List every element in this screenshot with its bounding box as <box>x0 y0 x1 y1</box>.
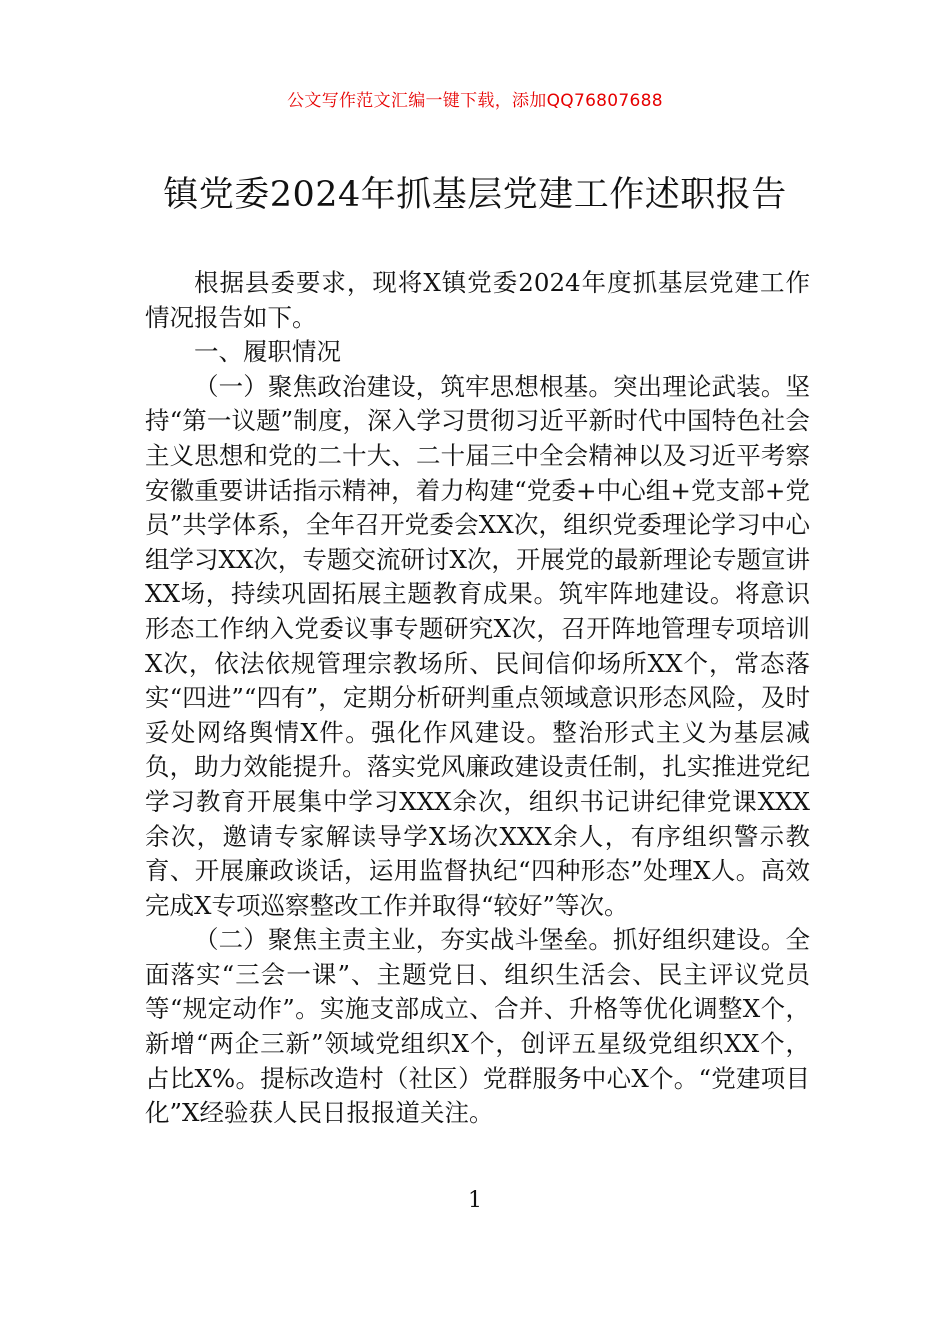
document-body <box>145 266 810 1131</box>
download-notice: 公文写作范文汇编一键下载，添加QQ76807688 <box>287 91 663 111</box>
body-paragraph: （一）聚焦政治建设，筑牢思想根基。突出理论武装。坚持“第一议题”制度，深入学习贯彻习近平新时代中国特色社会主义思想和党的二十大、二十届三中全会精神以及习近平考察安徽重要讲话指示精神，着力构建“党委+中心组+党支部+党员”共学体系，全年召开党委会XX次，组织党委理论学习中心组学习XX次，专题交流研讨X次，开展党的最新理论专题宣讲XX场，持续巩固拓展主题教育成果。筑牢阵地建设。将意识形态工作纳入党委议事专题研究X次，召开阵地管理专项培训X次，依法依规管理宗教场所、民间信仰场所XX个，常态落实“四进”“四有”，定期分析研判重点领域意识形态风险，及时妥处网络舆情X件。强化作风建设。整治形式主义为基层减负，助力效能提升。落实党风廉政建设责任制，扎实推进党纪学习教育开展集中学习XXX余次，组织书记讲纪律党课XXX余次，邀请专家解读导学X场次XXX余人，有序组织警示教育、开展廉政谈话，运用监督执纪“四种形态”处理X人。高效完成X专项巡察整改工作并取得“较好”等次。 <box>145 371 810 920</box>
page-number: 1 <box>468 1188 482 1213</box>
body-paragraph: （二）聚焦主责主业，夯实战斗堡垒。抓好组织建设。全面落实“三会一课”、主题党日、组织生活会、民主评议党员等“规定动作”。实施支部成立、合并、升格等优化调整X个，新增“两企三新”领域党组织X个，创评五星级党组织XX个，占比X%。提标改造村（社区）党群服务中心X个。“党建项目化”X经验获人民日报报道关注。 <box>145 925 810 1128</box>
document-title: 镇党委2024年抓基层党建工作述职报告 <box>163 175 787 215</box>
section-heading: 一、履职情况 <box>194 337 341 367</box>
intro-paragraph: 根据县委要求，现将X镇党委2024年度抓基层党建工作情况报告如下。 <box>145 268 810 332</box>
